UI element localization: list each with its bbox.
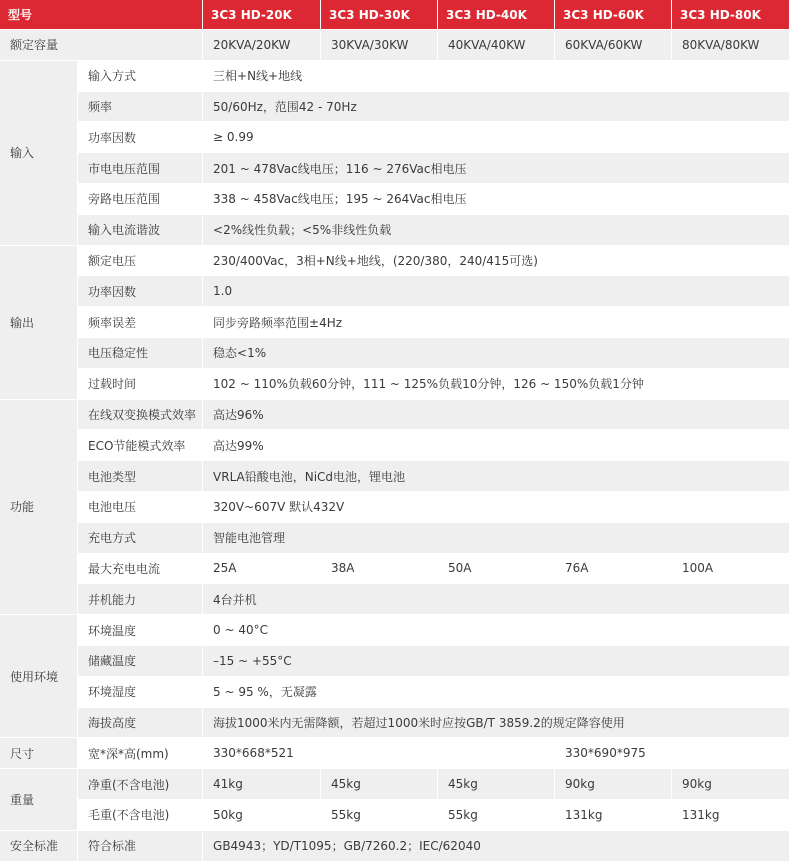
row-label: 电池类型 xyxy=(78,461,203,492)
row-value: 50/60Hz，范围42 - 70Hz xyxy=(203,92,790,123)
group-label-dimensions: 尺寸 xyxy=(0,738,78,769)
dimensions-large: 330*690*975 xyxy=(555,738,790,769)
row-label: 过载时间 xyxy=(78,369,203,400)
gross-weight-label: 毛重(不含电池) xyxy=(78,800,203,831)
header-row xyxy=(0,0,790,30)
dimensions-small: 330*668*521 xyxy=(203,738,555,769)
max-charge-20k: 25A xyxy=(203,554,321,585)
row-value: 230/400Vac，3相+N线+地线，(220/380，240/415可选) xyxy=(203,246,790,277)
table-row xyxy=(0,122,790,153)
row-value: 201 ~ 478Vac线电压；116 ~ 276Vac相电压 xyxy=(203,153,790,184)
group-label-output: 输出 xyxy=(0,246,78,400)
row-value: 102 ~ 110%负载60分钟，111 ~ 125%负载10分钟，126 ~ 150%负载1分钟 xyxy=(203,369,790,400)
row-label: 频率 xyxy=(78,92,203,123)
rated-capacity-label: 额定容量 xyxy=(0,30,203,61)
row-label: 电压稳定性 xyxy=(78,338,203,369)
table-row xyxy=(0,800,790,831)
table-row xyxy=(0,276,790,307)
gross-weight-20k: 50kg xyxy=(203,800,321,831)
row-label: 频率误差 xyxy=(78,307,203,338)
table-row xyxy=(0,523,790,554)
max-charge-40k: 50A xyxy=(438,554,555,585)
row-label: 功率因数 xyxy=(78,122,203,153)
row-label: 海拔高度 xyxy=(78,708,203,739)
row-value: <2%线性负载；<5%非线性负载 xyxy=(203,215,790,246)
table-row xyxy=(0,30,790,61)
rated-capacity-80k: 80KVA/80KW xyxy=(672,30,790,61)
safety-label: 符合标准 xyxy=(78,831,203,862)
row-value: 0 ~ 40°C xyxy=(203,615,790,646)
row-label: 环境湿度 xyxy=(78,677,203,708)
table-row xyxy=(0,738,790,769)
row-value: 高达99% xyxy=(203,430,790,461)
group-label-safety: 安全标准 xyxy=(0,831,78,862)
group-label-input: 输入 xyxy=(0,61,78,246)
rated-capacity-30k: 30KVA/30KW xyxy=(321,30,438,61)
table-row xyxy=(0,215,790,246)
table-row xyxy=(0,61,790,92)
parallel-label: 并机能力 xyxy=(78,584,203,615)
model-header-40k: 3C3 HD-40K xyxy=(438,0,555,30)
table-row xyxy=(0,307,790,338)
row-label: ECO节能模式效率 xyxy=(78,430,203,461)
net-weight-80k: 90kg xyxy=(672,769,790,800)
table-row xyxy=(0,769,790,800)
row-label: 功率因数 xyxy=(78,276,203,307)
net-weight-60k: 90kg xyxy=(555,769,672,800)
row-value: 海拔1000米内无需降额，若超过1000米时应按GB/T 3859.2的规定降容使用 xyxy=(203,708,790,739)
model-header-20k: 3C3 HD-20K xyxy=(203,0,321,30)
row-value: –15 ~ +55°C xyxy=(203,646,790,677)
table-row xyxy=(0,831,790,862)
table-row xyxy=(0,708,790,739)
row-value: VRLA铅酸电池，NiCd电池，锂电池 xyxy=(203,461,790,492)
safety-value: GB4943；YD/T1095；GB/7260.2；IEC/62040 xyxy=(203,831,790,862)
group-label-function: 功能 xyxy=(0,400,78,616)
table-row xyxy=(0,615,790,646)
gross-weight-30k: 55kg xyxy=(321,800,438,831)
group-label-environment: 使用环境 xyxy=(0,615,78,738)
row-value: 5 ~ 95 %，无凝露 xyxy=(203,677,790,708)
table-row xyxy=(0,461,790,492)
row-value: 高达96% xyxy=(203,400,790,431)
row-label: 输入电流谐波 xyxy=(78,215,203,246)
row-label: 额定电压 xyxy=(78,246,203,277)
net-weight-label: 净重(不含电池) xyxy=(78,769,203,800)
table-row xyxy=(0,400,790,431)
parallel-value: 4台并机 xyxy=(203,584,790,615)
table-row xyxy=(0,646,790,677)
rated-capacity-40k: 40KVA/40KW xyxy=(438,30,555,61)
dimensions-label: 宽*深*高(mm) xyxy=(78,738,203,769)
table-row xyxy=(0,369,790,400)
row-value: 320V~607V 默认432V xyxy=(203,492,790,523)
table-row xyxy=(0,430,790,461)
row-value: 338 ~ 458Vac线电压；195 ~ 264Vac相电压 xyxy=(203,184,790,215)
row-label: 市电电压范围 xyxy=(78,153,203,184)
rated-capacity-20k: 20KVA/20KW xyxy=(203,30,321,61)
max-charge-label: 最大充电电流 xyxy=(78,554,203,585)
row-value: 1.0 xyxy=(203,276,790,307)
gross-weight-80k: 131kg xyxy=(672,800,790,831)
max-charge-30k: 38A xyxy=(321,554,438,585)
table-row xyxy=(0,153,790,184)
gross-weight-40k: 55kg xyxy=(438,800,555,831)
model-header-80k: 3C3 HD-80K xyxy=(672,0,790,30)
row-value: ≥ 0.99 xyxy=(203,122,790,153)
row-label: 储藏温度 xyxy=(78,646,203,677)
table-row xyxy=(0,184,790,215)
max-charge-80k: 100A xyxy=(672,554,790,585)
table-row xyxy=(0,246,790,277)
row-label: 环境温度 xyxy=(78,615,203,646)
row-label: 旁路电压范围 xyxy=(78,184,203,215)
table-row xyxy=(0,492,790,523)
table-row xyxy=(0,677,790,708)
row-label: 电池电压 xyxy=(78,492,203,523)
table-row xyxy=(0,92,790,123)
model-header-30k: 3C3 HD-30K xyxy=(321,0,438,30)
table-row xyxy=(0,554,790,585)
row-label: 充电方式 xyxy=(78,523,203,554)
gross-weight-60k: 131kg xyxy=(555,800,672,831)
model-header-60k: 3C3 HD-60K xyxy=(555,0,672,30)
model-label: 型号 xyxy=(0,0,203,30)
max-charge-60k: 76A xyxy=(555,554,672,585)
net-weight-40k: 45kg xyxy=(438,769,555,800)
row-value: 稳态<1% xyxy=(203,338,790,369)
table-row xyxy=(0,338,790,369)
net-weight-30k: 45kg xyxy=(321,769,438,800)
row-value: 三相+N线+地线 xyxy=(203,61,790,92)
row-label: 输入方式 xyxy=(78,61,203,92)
rated-capacity-60k: 60KVA/60KW xyxy=(555,30,672,61)
row-value: 智能电池管理 xyxy=(203,523,790,554)
row-label: 在线双变换模式效率 xyxy=(78,400,203,431)
table-row xyxy=(0,584,790,615)
row-value: 同步旁路频率范围±4Hz xyxy=(203,307,790,338)
group-label-weight: 重量 xyxy=(0,769,78,831)
net-weight-20k: 41kg xyxy=(203,769,321,800)
